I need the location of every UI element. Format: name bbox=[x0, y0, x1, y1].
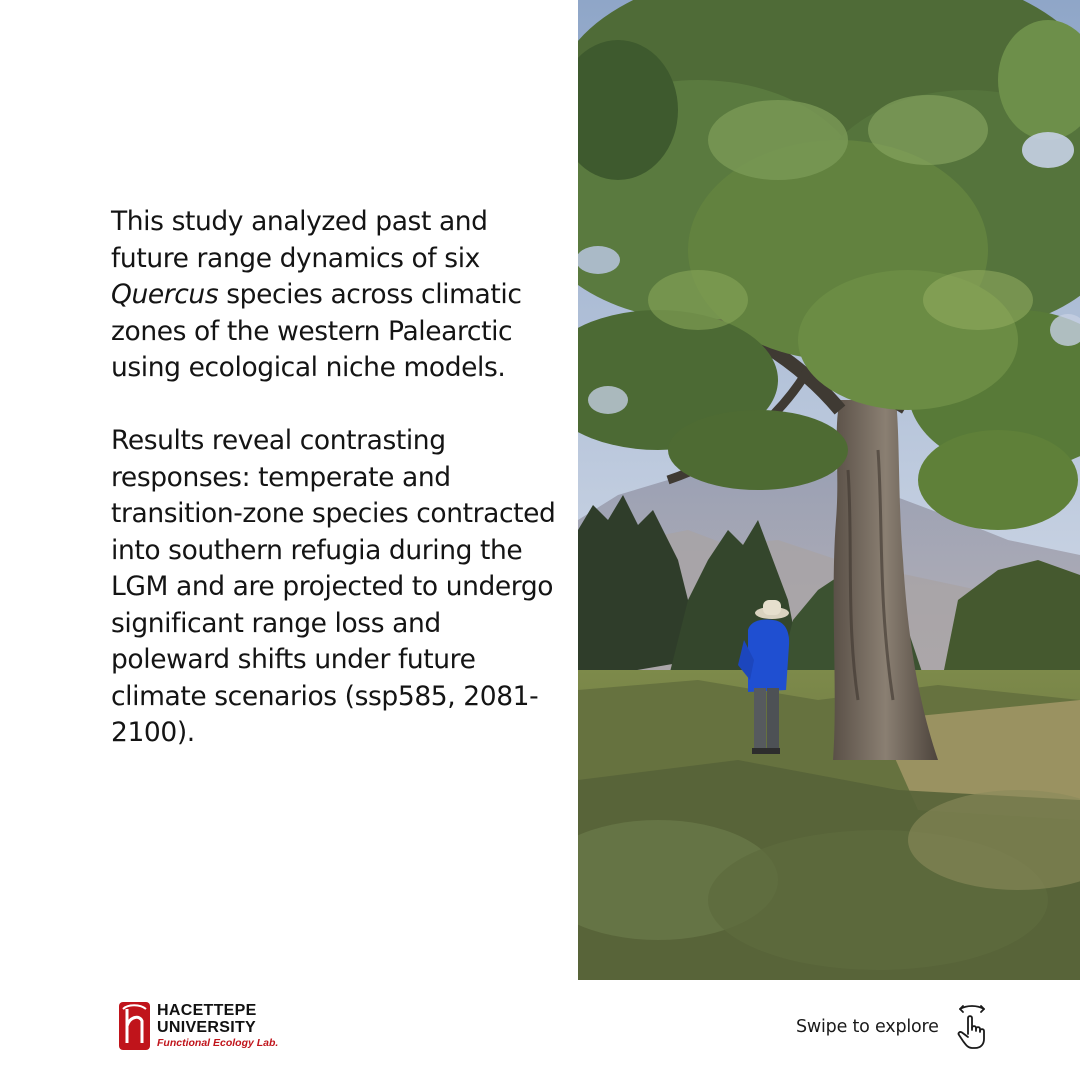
oak-tree-photo bbox=[578, 0, 1080, 980]
logo-university-name-line2: UNIVERSITY bbox=[157, 1019, 257, 1036]
logo-lab-name: Functional Ecology Lab. bbox=[157, 1037, 279, 1049]
hacettepe-emblem-icon bbox=[118, 1001, 151, 1051]
university-logo bbox=[118, 1001, 278, 1051]
intro-paragraph: This study analyzed past and future range dynamics of six Quercus species across climatic zones of the western Palearctic using ecological niche models. bbox=[111, 206, 522, 383]
swipe-label: Swipe to explore bbox=[796, 1017, 939, 1037]
body-text bbox=[111, 204, 556, 752]
logo-university-name-line1: HACETTEPE bbox=[157, 1002, 257, 1019]
hand-swipe-icon bbox=[953, 1004, 995, 1050]
genus-name: Quercus bbox=[111, 279, 219, 310]
swipe-hint[interactable] bbox=[796, 1004, 995, 1050]
results-paragraph: Results reveal contrasting responses: temperate and transition-zone species contracted into southern refugia during the LGM and are projected to undergo significant range loss and poleward shifts under future climate scenarios (ssp585, 2081-2100). bbox=[111, 425, 556, 748]
